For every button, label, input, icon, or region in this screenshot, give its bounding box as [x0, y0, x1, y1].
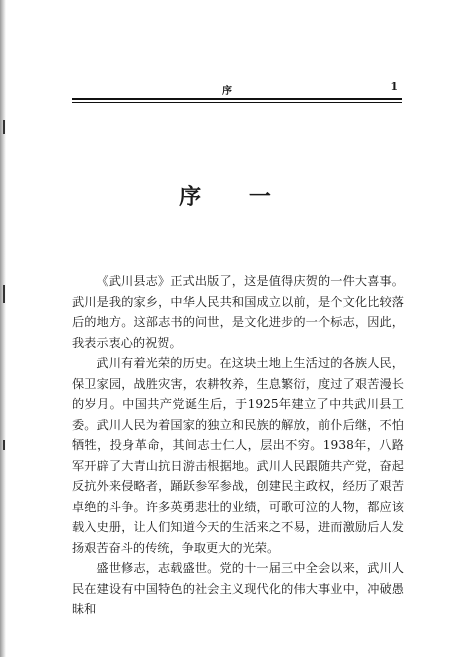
paragraph: 武川有着光荣的历史。在这块土地上生活过的各族人民，保卫家园，战胜灾害，农耕牧养，生息繁衍，度过了艰苦漫长的岁月。中国共产党诞生后，于1925年建立了中共武川县工委。武川人民为着国家的独立和民族的解放，前仆后继，不怕牺牲，投身革命，其间志士仁人，层出不穷。1938年，八路军开辟了大青山抗日游击根据地。武川人民跟随共产党，奋起反抗外来侵略者，踊跃参军参战，创建民主政权，经历了艰苦卓绝的斗争。许多英勇悲壮的业绩，可歌可泣的人物，都应该载入史册，让人们知道今天的生活来之不易，进而激励后人发扬艰苦奋斗的传统，争取更大的光荣。 — [72, 356, 404, 555]
running-title: 序 — [222, 86, 233, 97]
body-text — [72, 271, 404, 620]
scan-artifact-mark — [3, 440, 5, 450]
scan-artifact-mark — [3, 285, 5, 303]
header-rule-thin — [72, 102, 402, 103]
chapter-title: 序 一 — [179, 185, 291, 210]
paragraph: 《武川县志》正式出版了，这是值得庆贺的一件大喜事。武川是我的家乡，中华人民共和国成立以前，是个文化比较落后的地方。这部志书的问世，是文化进步的一个标志，因此，我表示衷心的祝贺。 — [72, 274, 404, 350]
paragraph: 盛世修志，志载盛世。党的十一届三中全会以来，武川人民在建设有中国特色的社会主义现代化的伟大事业中，冲破愚昧和 — [72, 561, 404, 616]
page-number: 1 — [390, 80, 398, 93]
scan-shadow-edge — [0, 0, 6, 657]
scan-artifact-mark — [3, 120, 5, 134]
header-rule-thick — [72, 98, 402, 100]
running-header — [72, 80, 402, 100]
